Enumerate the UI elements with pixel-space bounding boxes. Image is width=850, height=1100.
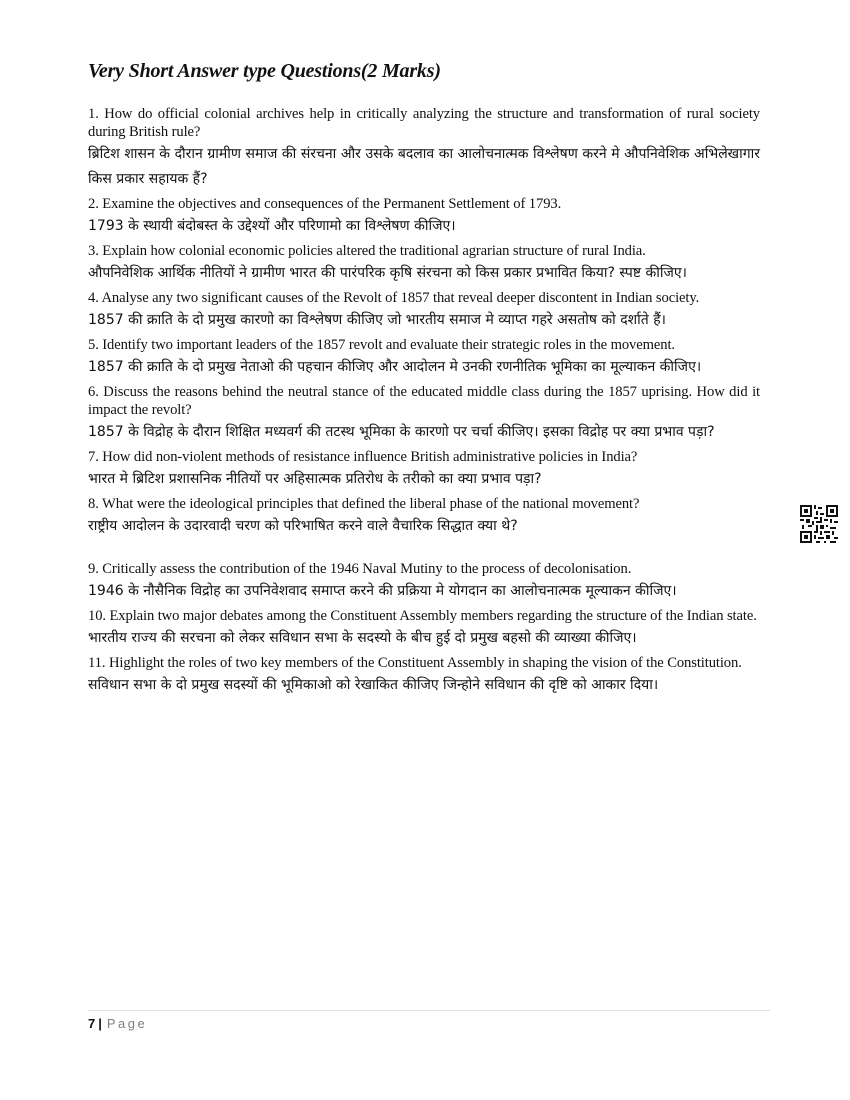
question-hindi: सविधान सभा के दो प्रमुख सदस्यों की भूमिकाओ को रेखाकित कीजिए जिन्होने सविधान की दृष्टि को आकार दिया। (88, 677, 659, 693)
question-english: 1. How do official colonial archives help in critically analyzing the structure and transformation of rural society during British rule? (88, 106, 760, 140)
question-10 (88, 607, 760, 651)
question-2 (88, 195, 760, 239)
question-english: 8. What were the ideological principles that defined the liberal phase of the national movement? (88, 496, 640, 512)
footer-divider (88, 1010, 770, 1011)
question-english: 4. Analyse any two significant causes of the Revolt of 1857 that reveal deeper discontent in Indian society. (88, 290, 700, 306)
question-hindi: 1857 की क्राति के दो प्रमुख नेताओ की पहचान कीजिए और आदोलन मे उनकी रणनीतिक भूमिका का मूल्याकन कीजिए। (88, 359, 702, 375)
question-1 (88, 105, 760, 192)
question-hindi: 1793 के स्थायी बंदोबस्त के उद्देश्यों और परिणामो का विश्लेषण कीजिए। (88, 218, 456, 234)
question-hindi: राष्ट्रीय आदोलन के उदारवादी चरण को परिभाषित करने वाले वैचारिक सिद्धात क्या थे? (88, 518, 518, 534)
qr-code-icon (800, 505, 838, 543)
spacer (88, 542, 760, 560)
question-8 (88, 495, 760, 539)
question-4 (88, 289, 760, 333)
page-number: 7 (88, 1016, 96, 1031)
question-5 (88, 336, 760, 380)
question-3 (88, 242, 760, 286)
question-hindi: भारत मे ब्रिटिश प्रशासनिक नीतियों पर अहिसात्मक प्रतिरोध के तरीको का क्या प्रभाव पड़ा? (88, 471, 542, 487)
question-hindi: ब्रिटिश शासन के दौरान ग्रामीण समाज की संरचना और उसके बदलाव का आलोचनात्मक विश्लेषण करने मे औपनिवेशिक अभिलेखागार किस प्रकार सहायक हैं? (88, 146, 760, 187)
question-hindi: 1857 की क्राति के दो प्रमुख कारणो का विश्लेषण कीजिए जो भारतीय समाज मे व्याप्त गहरे असतोष को दर्शाते हैं। (88, 312, 666, 328)
question-11 (88, 654, 760, 698)
question-english: 7. How did non-violent methods of resistance influence British administrative policies in India? (88, 449, 638, 465)
question-english: 10. Explain two major debates among the Constituent Assembly members regarding the structure of the Indian state. (88, 608, 757, 624)
page-label: Page (106, 1016, 148, 1031)
question-9 (88, 560, 760, 604)
question-7 (88, 448, 760, 492)
question-english: 11. Highlight the roles of two key members of the Constituent Assembly in shaping the vision of the Constitution. (88, 655, 742, 671)
question-english: 6. Discuss the reasons behind the neutral stance of the educated middle class during the 1857 uprising. How did it impact the revolt? (88, 384, 760, 418)
question-english: 5. Identify two important leaders of the 1857 revolt and evaluate their strategic roles in the movement. (88, 337, 675, 353)
footer-separator: | (98, 1016, 102, 1031)
question-hindi: भारतीय राज्य की सरचना को लेकर सविधान सभा के सदस्यो के बीच हुई दो प्रमुख बहसो की व्याख्या कीजिए। (88, 630, 637, 646)
question-english: 3. Explain how colonial economic policies altered the traditional agrarian structure of rural India. (88, 243, 646, 259)
page-footer (88, 1016, 147, 1031)
question-hindi: औपनिवेशिक आर्थिक नीतियों ने ग्रामीण भारत की पारंपरिक कृषि संरचना को किस प्रकार प्रभावित किया? स्पष्ट कीजिए। (88, 265, 687, 281)
question-hindi: 1946 के नौसैनिक विद्रोह का उपनिवेशवाद समाप्त करने की प्रक्रिया मे योगदान का आलोचनात्मक मूल्याकन कीजिए। (88, 583, 677, 599)
question-hindi: 1857 के विद्रोह के दौरान शिक्षित मध्यवर्ग की तटस्थ भूमिका के कारणो पर चर्चा कीजिए। इसका विद्रोह पर क्या प्रभाव पड़ा? (88, 424, 715, 440)
question-6 (88, 383, 760, 445)
document-body (88, 60, 760, 701)
section-heading: Very Short Answer type Questions(2 Marks) (88, 60, 441, 82)
question-english: 2. Examine the objectives and consequences of the Permanent Settlement of 1793. (88, 196, 562, 212)
question-english: 9. Critically assess the contribution of the 1946 Naval Mutiny to the process of decolonisation. (88, 561, 632, 577)
